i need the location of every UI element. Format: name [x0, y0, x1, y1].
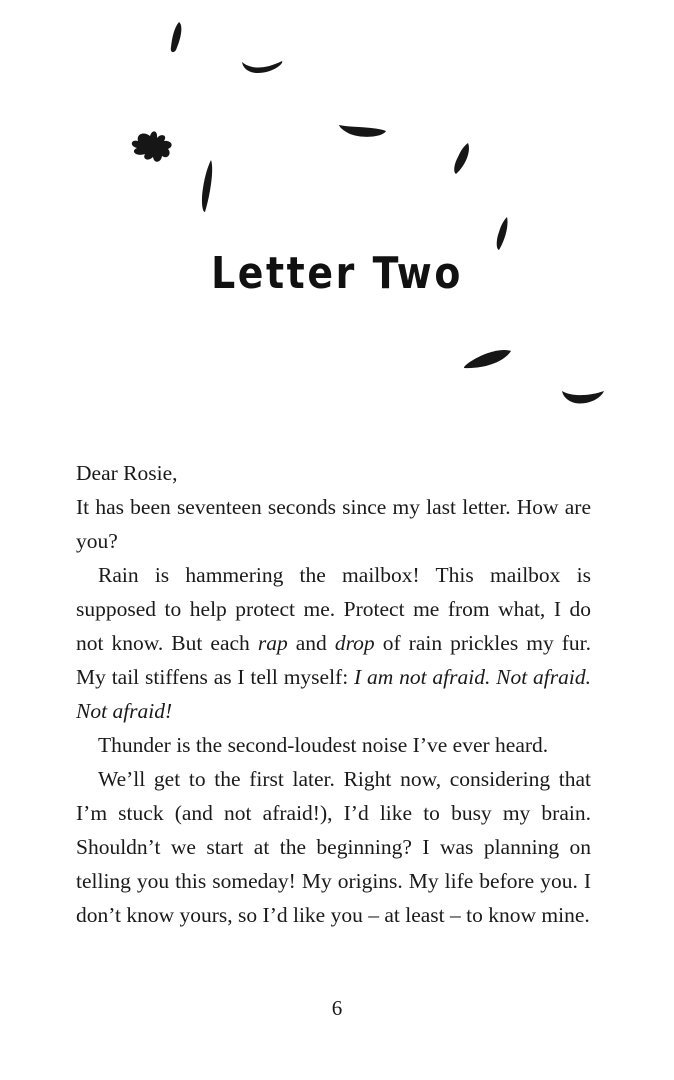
- italic-thought: I am not afraid. Not afraid. Not afraid!: [76, 665, 591, 723]
- p2-text-c: of rain prickles my fur. My tail stiffens as I tell myself:: [76, 631, 591, 689]
- paragraph-2: [76, 558, 591, 728]
- italic-rap: rap: [257, 631, 288, 655]
- raindrop-6: [497, 217, 508, 250]
- raindrop-2: [242, 61, 282, 73]
- p2-text-a: Rain is hammering the mailbox! This mailbox is supposed to help protect me. Protect me from what, I do not know. But each: [76, 563, 591, 655]
- page-number: 6: [331, 996, 343, 1020]
- salutation: Dear Rosie,: [76, 461, 178, 485]
- paragraph-4: We’ll get to the first later. Right now, considering that I’m stuck (and not afraid!), I’d like to busy my brain. Shouldn’t we start at the beginning? I was planning on telling you this someday! My origins. My life before you. I don’t know yours, so I’d like you – at least – to know mine.: [76, 767, 591, 927]
- raindrop-illustration: [0, 0, 674, 430]
- italic-drop: drop: [334, 631, 375, 655]
- p2-text-b: and: [287, 631, 335, 655]
- raindrop-3: [339, 125, 386, 137]
- chapter-title: Letter Two: [211, 248, 463, 299]
- raindrop-1: [171, 22, 182, 52]
- raindrop-4: [454, 143, 469, 174]
- letter-body: [76, 456, 591, 932]
- paragraph-3: Thunder is the second-loudest noise I’ve ever heard.: [98, 733, 549, 757]
- raindrop-7: [464, 350, 511, 368]
- raindrop-8: [562, 391, 604, 403]
- raindrop-5: [202, 160, 212, 212]
- paragraph-1: It has been seventeen seconds since my last letter. How are you?: [76, 495, 591, 553]
- splat-mark: [132, 131, 172, 161]
